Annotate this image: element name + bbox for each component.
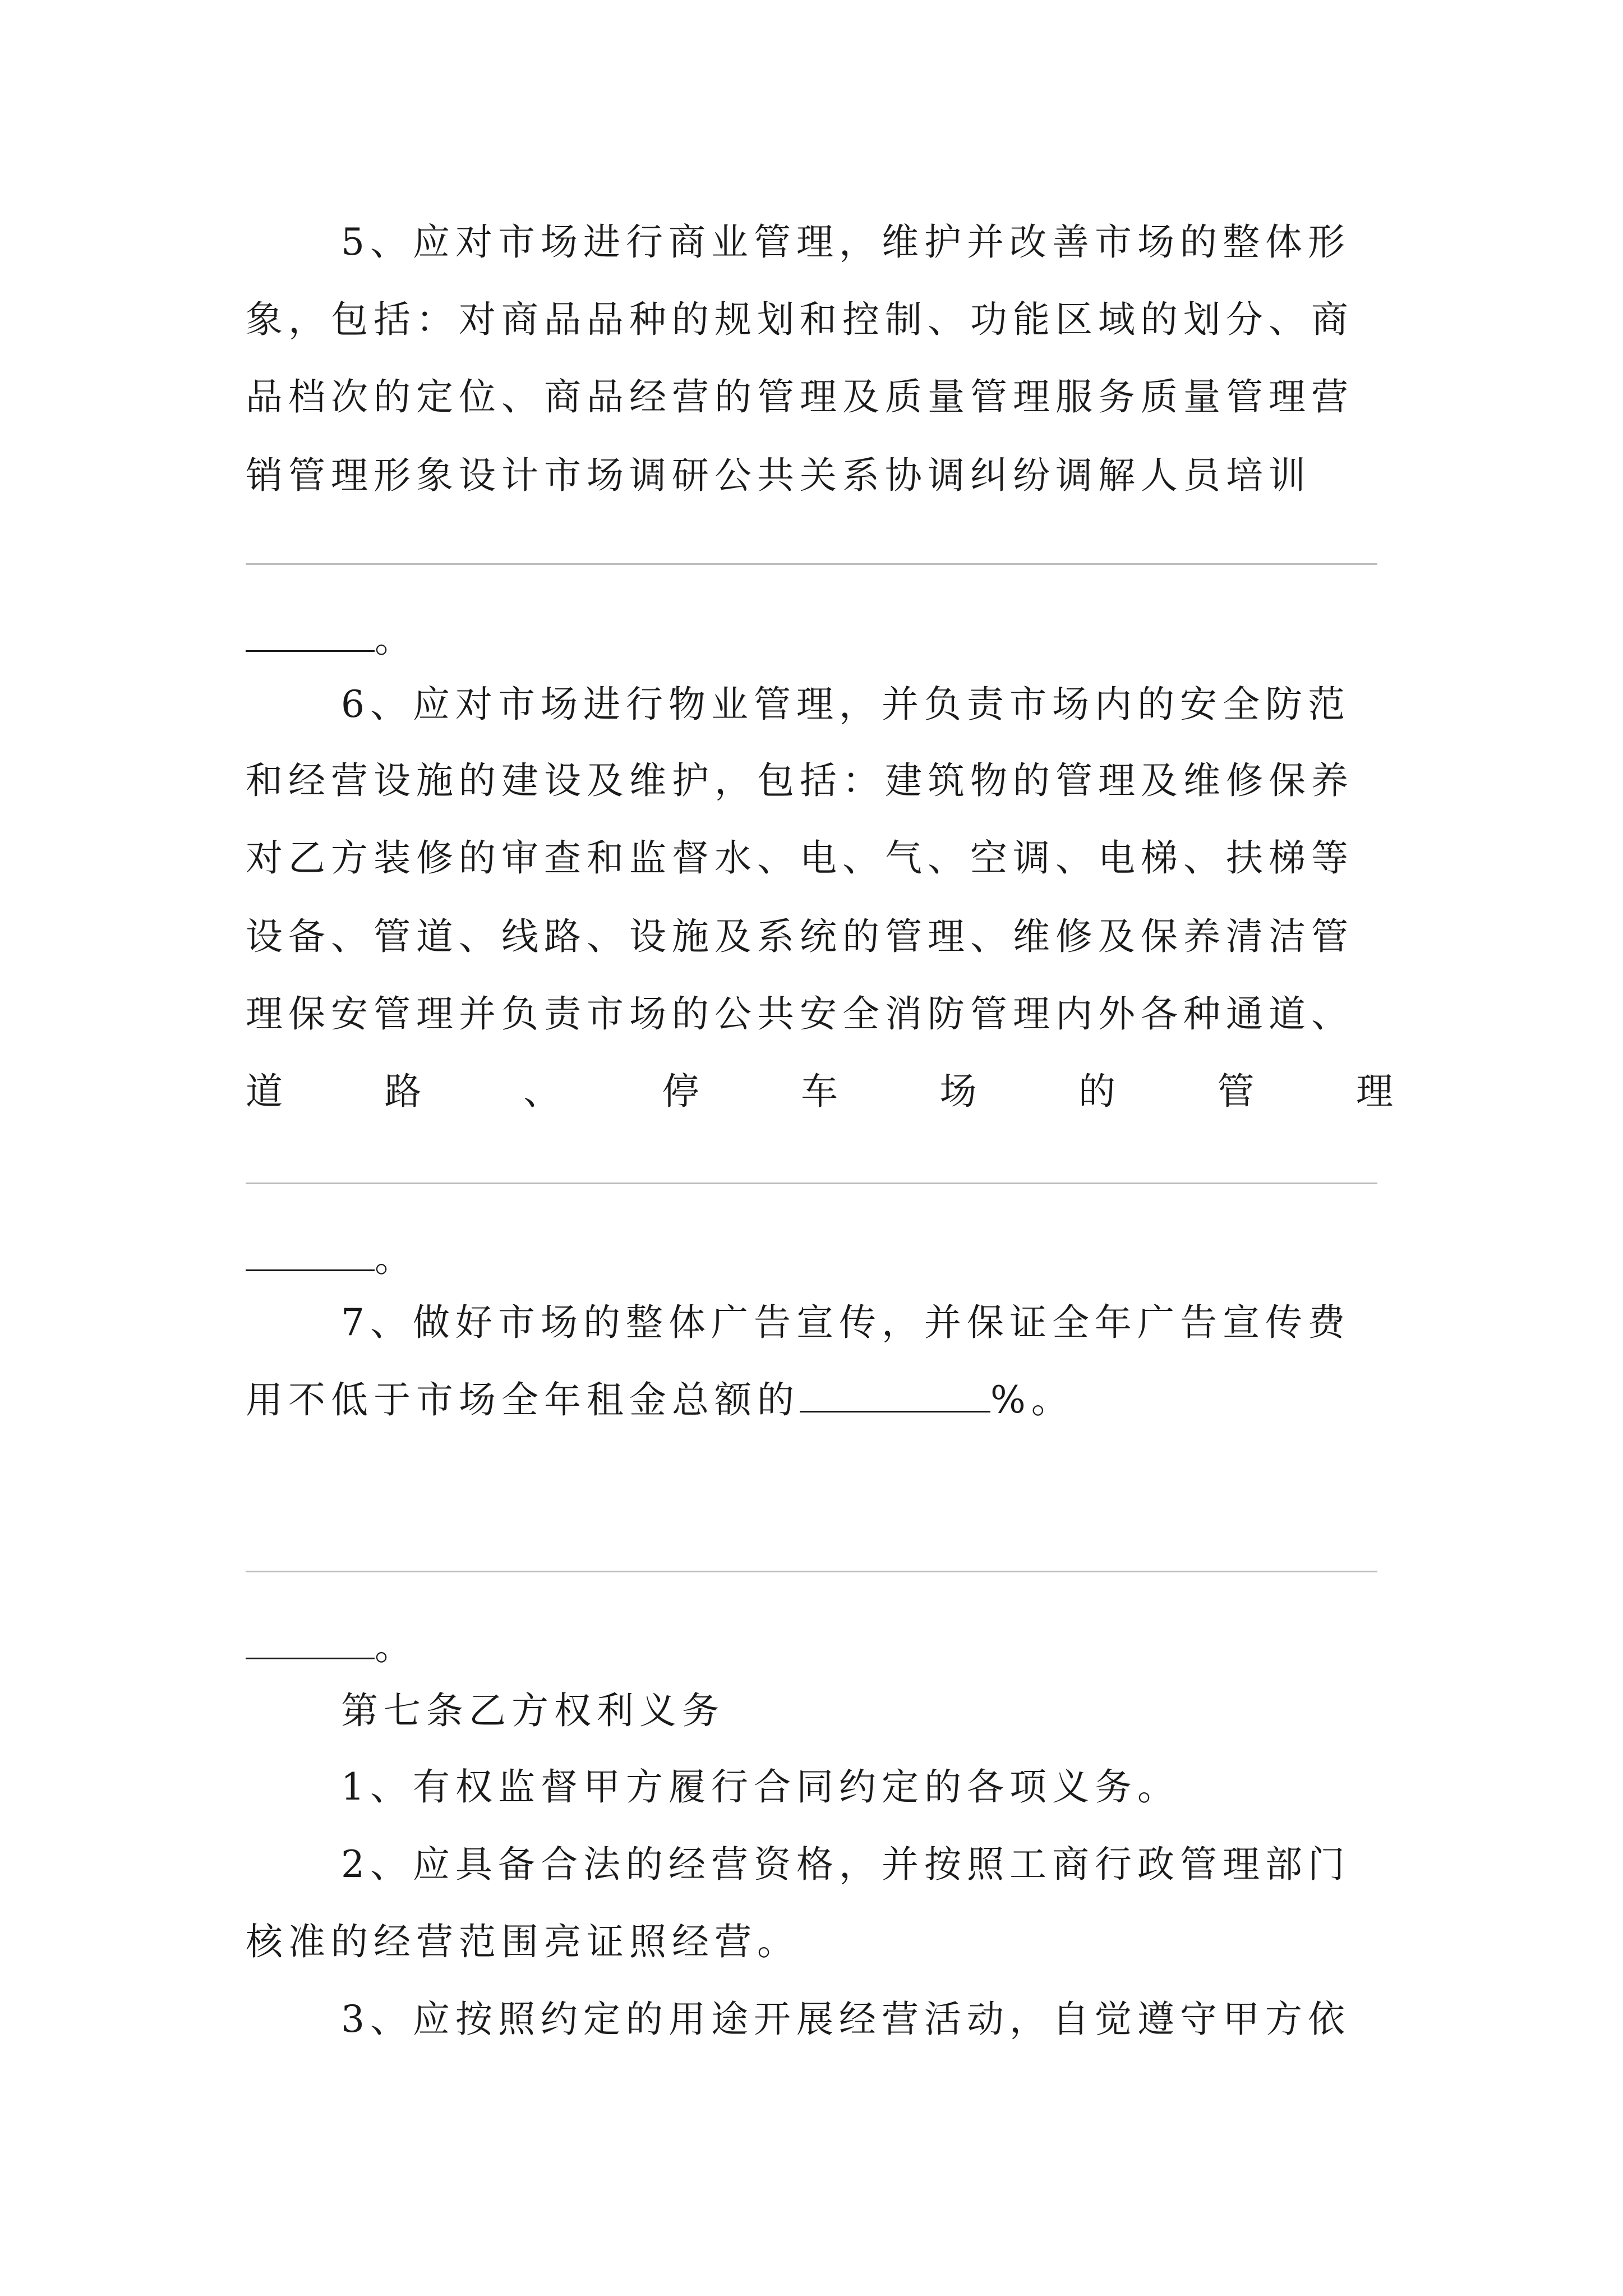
item5-line-4: 销管理形象设计市场调研公共关系协调纠纷调解人员培训 xyxy=(246,454,1311,497)
item6-spread-char: 、 xyxy=(523,1070,560,1113)
item6-blank xyxy=(246,1241,375,1271)
item5-fill-line xyxy=(246,563,1377,565)
item6-line-5: 理保安管理并负责市场的公共安全消防管理内外各种通道、 xyxy=(246,992,1354,1036)
item7-line-2-suffix: %。 xyxy=(990,1378,1074,1421)
article7-item-2-line-2: 核准的经营范围亮证照经营。 xyxy=(246,1920,800,1963)
item6-spread-char: 理 xyxy=(1356,1070,1393,1113)
item6-end-mark: 。 xyxy=(375,1237,412,1280)
item7-end-mark: 。 xyxy=(375,1625,412,1668)
item6-fill-line xyxy=(246,1182,1377,1184)
item5-line-2: 象，包括：对商品品种的规划和控制、功能区域的划分、商 xyxy=(246,298,1354,341)
item5-fill-end xyxy=(246,617,412,662)
item7-blank xyxy=(246,1630,375,1659)
item6-spread-char: 路 xyxy=(384,1070,422,1113)
item6-spread-char: 场 xyxy=(939,1070,977,1113)
item5-line-1: 5、应对市场进行商业管理，维护并改善市场的整体形 xyxy=(341,220,1350,264)
item7-line-2-prefix: 用不低于市场全年租金总额的 xyxy=(246,1378,800,1421)
article7-heading: 第七条乙方权利义务 xyxy=(341,1689,725,1732)
article7-item-3-line-1: 3、应按照约定的用途开展经营活动，自觉遵守甲方依 xyxy=(341,1998,1350,2041)
item6-line-4: 设备、管道、线路、设施及系统的管理、维修及保养清洁管 xyxy=(246,915,1354,958)
article7-item-1: 1、有权监督甲方履行合同约定的各项义务。 xyxy=(341,1765,1180,1809)
item7-percent-blank xyxy=(800,1383,990,1412)
article7-item-2-line-1: 2、应具备合法的经营资格，并按照工商行政管理部门 xyxy=(341,1843,1350,1886)
item5-blank xyxy=(246,622,375,652)
item6-line-6 xyxy=(246,1069,1393,1114)
item7-fill-end xyxy=(246,1625,412,1669)
item7-fill-line xyxy=(246,1571,1377,1572)
item5-line-3: 品档次的定位、商品经营的管理及质量管理服务质量管理营 xyxy=(246,375,1354,418)
item6-spread-char: 的 xyxy=(1078,1070,1115,1113)
item6-line-1: 6、应对市场进行物业管理，并负责市场内的安全防范 xyxy=(341,683,1350,726)
item7-line-1: 7、做好市场的整体广告宣传，并保证全年广告宣传费 xyxy=(341,1301,1350,1344)
item7-line-2 xyxy=(246,1378,1074,1423)
item6-line-3: 对乙方装修的审查和监督水、电、气、空调、电梯、扶梯等 xyxy=(246,836,1354,880)
item6-line-2: 和经营设施的建设及维护，包括：建筑物的管理及维修保养 xyxy=(246,759,1354,802)
item5-end-mark: 。 xyxy=(375,618,412,661)
item6-spread-char: 道 xyxy=(246,1070,283,1113)
item6-spread-char: 停 xyxy=(662,1070,699,1113)
item6-spread-char: 车 xyxy=(801,1070,838,1113)
item6-spread-char: 管 xyxy=(1217,1070,1255,1113)
item6-fill-end xyxy=(246,1236,412,1281)
